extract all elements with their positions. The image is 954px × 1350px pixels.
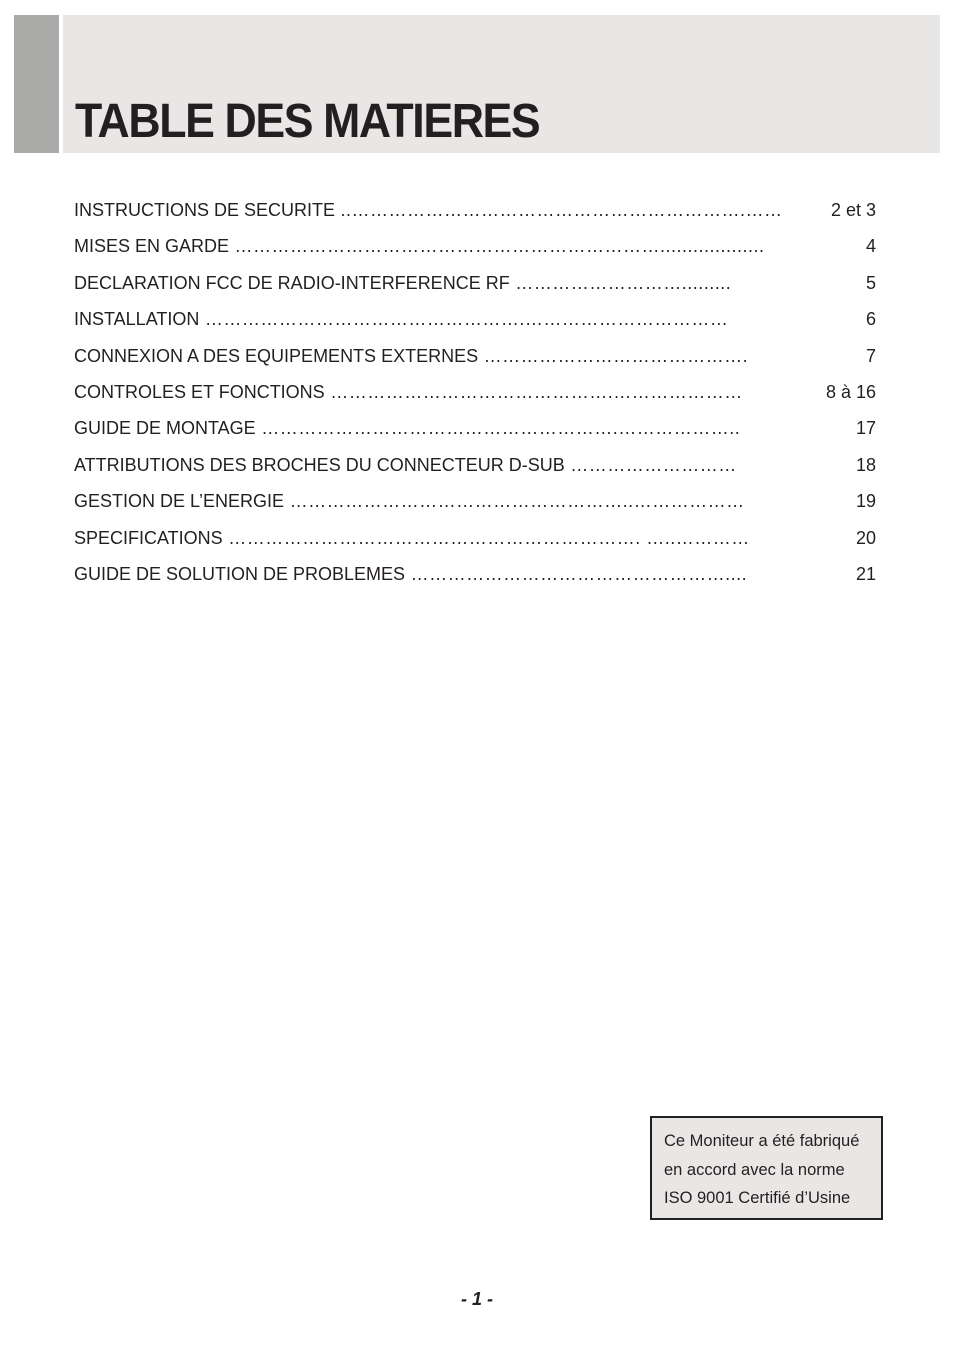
toc-entry-leader (74, 192, 784, 228)
toc-entry-page: 5 (865, 272, 876, 293)
toc-entry-title: GESTION DE L’ENERGIE (74, 491, 285, 512)
toc-entry-dots: ……………………………………. (478, 345, 749, 366)
toc-entry-dots: ……………………………………………………………................... (229, 236, 765, 257)
toc-entry-page: 19 (855, 491, 876, 512)
iso-note-line: en accord avec la norme (664, 1160, 845, 1179)
toc-entry-title: INSTRUCTIONS DE SECURITE (74, 200, 336, 220)
toc-entry-title: INSTALLATION (74, 309, 200, 330)
toc-entry-title: GUIDE DE SOLUTION DE PROBLEMES (74, 563, 406, 584)
toc-entry[interactable] (74, 520, 876, 556)
toc-entry[interactable] (74, 374, 876, 410)
toc-entry-dots: …………………………………………….... (405, 563, 748, 584)
toc-entry-leader (74, 338, 784, 374)
toc-entry-leader (74, 556, 784, 592)
toc-entry-dots: ……………………………………….………………… (324, 381, 743, 402)
toc-entry-dots: ..……………………………………………………….…… (335, 200, 783, 220)
toc-entry-leader (74, 228, 784, 264)
toc-entry[interactable] (74, 228, 876, 264)
toc-entry-leader (74, 265, 784, 301)
toc-entry-leader (74, 374, 784, 410)
toc-entry[interactable] (74, 338, 876, 374)
toc-entry-title: GUIDE DE MONTAGE (74, 418, 256, 439)
toc-entry-page: 2 et 3 (830, 200, 876, 220)
toc-entry-page: 18 (855, 454, 876, 475)
toc-entry-leader (74, 483, 784, 519)
toc-entry-title: CONNEXION A DES EQUIPEMENTS EXTERNES (74, 345, 479, 366)
table-of-contents (74, 192, 876, 592)
page-title: TABLE DES MATIERES (75, 95, 540, 148)
toc-entry-page: 17 (855, 418, 876, 439)
toc-entry-leader (74, 410, 784, 446)
header-accent-bar (14, 15, 59, 153)
toc-entry-title: ATTRIBUTIONS DES BROCHES DU CONNECTEUR D-SUB (74, 454, 565, 475)
toc-entry-dots: ………………………………………………….……………….. (255, 418, 741, 439)
toc-entry-dots: ………………………......... (509, 272, 732, 293)
iso-note-line: Ce Moniteur a été fabriqué (664, 1132, 860, 1150)
toc-entry[interactable] (74, 265, 876, 301)
toc-entry[interactable] (74, 447, 876, 483)
toc-entry-page: 7 (865, 345, 876, 366)
toc-entry[interactable] (74, 410, 876, 446)
toc-entry[interactable] (74, 556, 876, 592)
toc-entry-dots: ……………………… (564, 454, 737, 475)
toc-entry-dots: ………………………………………………..……………… (284, 491, 745, 512)
toc-entry[interactable] (74, 483, 876, 519)
toc-entry-page: 21 (855, 563, 876, 584)
toc-entry-title: SPECIFICATIONS (74, 527, 223, 548)
toc-entry-dots: …………………………………………………………. …..………… (222, 527, 750, 548)
toc-entry-title: MISES EN GARDE (74, 236, 230, 257)
toc-entry-dots: …………………………………………….…………………………… (199, 309, 729, 330)
toc-entry-page: 8 à 16 (825, 381, 876, 402)
toc-entry-leader (74, 447, 784, 483)
page-number: - 1 - (460, 1289, 493, 1309)
toc-entry-page: 20 (855, 527, 876, 548)
toc-entry-page: 4 (865, 236, 876, 257)
iso-certification-note (650, 1116, 883, 1220)
toc-entry-title: CONTROLES ET FONCTIONS (74, 381, 325, 402)
toc-entry[interactable] (74, 301, 876, 337)
toc-entry-leader (74, 301, 784, 337)
toc-entry-title: DECLARATION FCC DE RADIO-INTERFERENCE RF (74, 272, 510, 293)
iso-note-line: ISO 9001 Certifié d’Usine (664, 1189, 851, 1207)
toc-entry[interactable] (74, 192, 876, 228)
toc-entry-leader (74, 520, 784, 556)
toc-entry-page: 6 (865, 309, 876, 330)
